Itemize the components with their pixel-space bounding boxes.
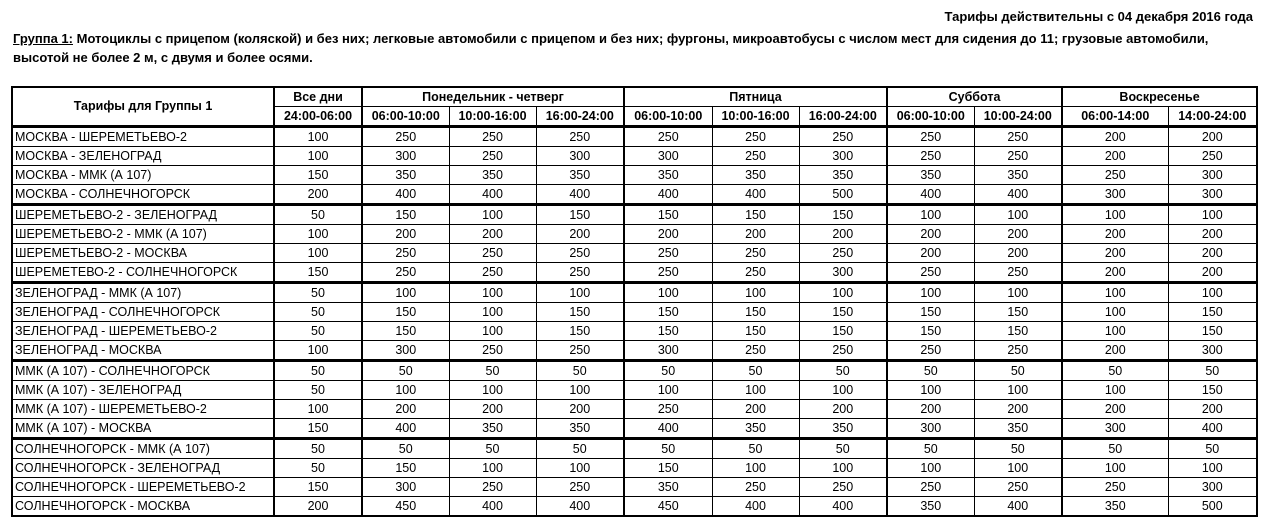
tariff-value: 150 xyxy=(799,322,887,341)
tariff-value: 150 xyxy=(274,166,362,185)
tariff-value: 400 xyxy=(362,185,449,205)
tariff-value: 100 xyxy=(887,283,974,303)
tariff-value: 50 xyxy=(1168,361,1257,381)
tariff-value: 100 xyxy=(362,283,449,303)
tariff-value: 200 xyxy=(1062,400,1168,419)
table-row xyxy=(12,497,1257,517)
tariff-value: 150 xyxy=(274,419,362,439)
tariff-value: 150 xyxy=(624,205,712,225)
tariff-value: 200 xyxy=(536,400,624,419)
time-slot-header: 06:00-14:00 xyxy=(1062,107,1168,127)
tariff-value: 250 xyxy=(887,127,974,147)
tariff-value: 100 xyxy=(887,205,974,225)
tariff-value: 100 xyxy=(1168,283,1257,303)
corner-label: Тарифы для Группы 1 xyxy=(12,87,274,127)
tariff-value: 400 xyxy=(799,497,887,517)
tariff-value: 100 xyxy=(974,459,1062,478)
tariff-value: 100 xyxy=(536,459,624,478)
tariff-value: 250 xyxy=(799,127,887,147)
tariff-value: 400 xyxy=(624,185,712,205)
tariff-value: 150 xyxy=(274,263,362,283)
table-row xyxy=(12,205,1257,225)
tariff-table xyxy=(11,86,1258,517)
tariff-value: 200 xyxy=(712,225,799,244)
tariff-value: 50 xyxy=(274,205,362,225)
tariff-value: 100 xyxy=(799,283,887,303)
tariff-value: 250 xyxy=(362,244,449,263)
tariff-value: 50 xyxy=(712,439,799,459)
table-row xyxy=(12,322,1257,341)
tariff-value: 100 xyxy=(536,381,624,400)
tariff-value: 50 xyxy=(362,439,449,459)
tariff-value: 150 xyxy=(1168,381,1257,400)
tariff-value: 150 xyxy=(974,322,1062,341)
route-name: ШЕРЕМЕТЬЕВО-2 - ММК (А 107) xyxy=(12,225,274,244)
route-name: ЗЕЛЕНОГРАД - СОЛНЕЧНОГОРСК xyxy=(12,303,274,322)
tariff-value: 350 xyxy=(624,166,712,185)
tariff-value: 400 xyxy=(974,497,1062,517)
tariff-value: 100 xyxy=(712,459,799,478)
tariff-value: 300 xyxy=(362,147,449,166)
tariff-value: 150 xyxy=(362,322,449,341)
tariff-value: 150 xyxy=(536,303,624,322)
time-slot-header: 14:00-24:00 xyxy=(1168,107,1257,127)
tariff-value: 200 xyxy=(536,225,624,244)
tariff-value: 50 xyxy=(887,361,974,381)
tariff-value: 100 xyxy=(274,244,362,263)
tariff-value: 300 xyxy=(624,341,712,361)
tariff-value: 50 xyxy=(449,439,536,459)
tariff-value: 200 xyxy=(449,400,536,419)
tariff-value: 250 xyxy=(712,127,799,147)
tariff-value: 200 xyxy=(887,400,974,419)
tariff-value: 50 xyxy=(536,361,624,381)
tariff-value: 50 xyxy=(274,322,362,341)
day-group-header: Воскресенье xyxy=(1062,87,1257,107)
group-description xyxy=(13,29,1255,67)
tariff-value: 100 xyxy=(1062,283,1168,303)
tariff-value: 250 xyxy=(1062,166,1168,185)
tariff-value: 100 xyxy=(274,341,362,361)
tariff-value: 250 xyxy=(624,263,712,283)
tariff-value: 50 xyxy=(624,361,712,381)
tariff-value: 250 xyxy=(449,478,536,497)
tariff-value: 50 xyxy=(274,283,362,303)
tariff-value: 350 xyxy=(1062,497,1168,517)
tariff-value: 100 xyxy=(449,303,536,322)
time-slot-header: 24:00-06:00 xyxy=(274,107,362,127)
tariff-value: 150 xyxy=(274,478,362,497)
tariff-value: 250 xyxy=(974,341,1062,361)
tariff-value: 200 xyxy=(624,225,712,244)
tariff-value: 100 xyxy=(1168,459,1257,478)
route-name: МОСКВА - ШЕРЕМЕТЬЕВО-2 xyxy=(12,127,274,147)
route-name: ШЕРЕМЕТЕВО-2 - СОЛНЕЧНОГОРСК xyxy=(12,263,274,283)
tariff-value: 400 xyxy=(449,185,536,205)
tariff-value: 100 xyxy=(449,459,536,478)
tariff-value: 200 xyxy=(449,225,536,244)
time-slot-header: 06:00-10:00 xyxy=(624,107,712,127)
tariff-value: 250 xyxy=(974,478,1062,497)
table-row xyxy=(12,127,1257,147)
tariff-value: 250 xyxy=(1168,147,1257,166)
tariff-value: 250 xyxy=(449,263,536,283)
table-row xyxy=(12,244,1257,263)
time-slot-header: 06:00-10:00 xyxy=(362,107,449,127)
tariff-value: 250 xyxy=(974,263,1062,283)
tariff-value: 200 xyxy=(1168,127,1257,147)
tariff-value: 300 xyxy=(1062,185,1168,205)
tariff-value: 250 xyxy=(712,244,799,263)
tariff-value: 100 xyxy=(624,381,712,400)
table-row xyxy=(12,283,1257,303)
tariff-value: 200 xyxy=(274,185,362,205)
tariff-value: 350 xyxy=(974,166,1062,185)
tariff-value: 250 xyxy=(712,263,799,283)
tariff-value: 200 xyxy=(712,400,799,419)
day-group-header: Все дни xyxy=(274,87,362,107)
tariff-value: 50 xyxy=(536,439,624,459)
tariff-value: 450 xyxy=(362,497,449,517)
tariff-value: 100 xyxy=(799,381,887,400)
tariff-value: 100 xyxy=(624,283,712,303)
tariff-value: 200 xyxy=(887,244,974,263)
route-name: ММК (А 107) - СОЛНЕЧНОГОРСК xyxy=(12,361,274,381)
tariff-value: 100 xyxy=(712,283,799,303)
table-row xyxy=(12,225,1257,244)
tariff-value: 200 xyxy=(1168,244,1257,263)
tariff-value: 50 xyxy=(362,361,449,381)
tariff-value: 100 xyxy=(974,283,1062,303)
tariff-value: 200 xyxy=(1062,263,1168,283)
tariff-value: 150 xyxy=(1168,303,1257,322)
tariff-value: 250 xyxy=(887,478,974,497)
tariff-value: 200 xyxy=(274,497,362,517)
tariff-value: 50 xyxy=(274,381,362,400)
tariff-value: 200 xyxy=(362,225,449,244)
route-name: МОСКВА - СОЛНЕЧНОГОРСК xyxy=(12,185,274,205)
tariff-value: 350 xyxy=(712,166,799,185)
tariff-value: 150 xyxy=(712,205,799,225)
tariff-value: 100 xyxy=(362,381,449,400)
tariff-value: 100 xyxy=(1062,205,1168,225)
tariff-value: 150 xyxy=(624,303,712,322)
tariff-value: 250 xyxy=(449,127,536,147)
tariff-value: 50 xyxy=(1062,439,1168,459)
tariff-value: 100 xyxy=(274,127,362,147)
tariff-value: 100 xyxy=(536,283,624,303)
tariff-value: 100 xyxy=(449,205,536,225)
tariff-value: 300 xyxy=(624,147,712,166)
tariff-value: 150 xyxy=(799,205,887,225)
route-name: ШЕРЕМЕТЬЕВО-2 - МОСКВА xyxy=(12,244,274,263)
tariff-value: 200 xyxy=(974,244,1062,263)
route-name: СОЛНЕЧНОГОРСК - ММК (А 107) xyxy=(12,439,274,459)
route-name: ЗЕЛЕНОГРАД - МОСКВА xyxy=(12,341,274,361)
table-row xyxy=(12,166,1257,185)
tariff-value: 100 xyxy=(1062,322,1168,341)
tariff-value: 250 xyxy=(624,400,712,419)
tariff-value: 300 xyxy=(536,147,624,166)
tariff-value: 300 xyxy=(1062,419,1168,439)
table-row xyxy=(12,341,1257,361)
tariff-value: 350 xyxy=(536,419,624,439)
route-name: ММК (А 107) - ЗЕЛЕНОГРАД xyxy=(12,381,274,400)
tariff-value: 150 xyxy=(624,322,712,341)
tariff-value: 150 xyxy=(712,303,799,322)
group-label: Группа 1: xyxy=(13,31,73,46)
table-row xyxy=(12,478,1257,497)
tariff-value: 150 xyxy=(799,303,887,322)
tariff-value: 250 xyxy=(974,147,1062,166)
tariff-value: 200 xyxy=(1168,225,1257,244)
tariff-value: 250 xyxy=(536,478,624,497)
table-row xyxy=(12,361,1257,381)
tariff-value: 350 xyxy=(712,419,799,439)
tariff-value: 250 xyxy=(799,478,887,497)
tariff-value: 100 xyxy=(1062,459,1168,478)
tariff-value: 350 xyxy=(449,166,536,185)
tariff-value: 150 xyxy=(1168,322,1257,341)
table-row xyxy=(12,400,1257,419)
tariff-value: 250 xyxy=(449,244,536,263)
tariff-value: 50 xyxy=(799,439,887,459)
route-name: СОЛНЕЧНОГОРСК - ШЕРЕМЕТЬЕВО-2 xyxy=(12,478,274,497)
tariff-value: 200 xyxy=(1062,225,1168,244)
tariff-value: 200 xyxy=(1168,400,1257,419)
tariff-value: 250 xyxy=(712,147,799,166)
time-slot-header: 16:00-24:00 xyxy=(799,107,887,127)
tariff-value: 100 xyxy=(449,381,536,400)
tariff-value: 250 xyxy=(887,147,974,166)
tariff-value: 400 xyxy=(887,185,974,205)
tariff-value: 200 xyxy=(362,400,449,419)
route-name: СОЛНЕЧНОГОРСК - ЗЕЛЕНОГРАД xyxy=(12,459,274,478)
tariff-value: 400 xyxy=(712,497,799,517)
tariff-value: 200 xyxy=(974,225,1062,244)
tariff-value: 300 xyxy=(887,419,974,439)
tariff-value: 100 xyxy=(1062,303,1168,322)
tariff-value: 150 xyxy=(362,205,449,225)
tariff-value: 100 xyxy=(449,322,536,341)
route-name: ММК (А 107) - ШЕРЕМЕТЬЕВО-2 xyxy=(12,400,274,419)
tariff-value: 350 xyxy=(536,166,624,185)
tariff-value: 350 xyxy=(799,419,887,439)
tariff-value: 100 xyxy=(274,400,362,419)
tariff-value: 450 xyxy=(624,497,712,517)
day-group-header: Суббота xyxy=(887,87,1062,107)
tariff-value: 200 xyxy=(1168,263,1257,283)
tariff-value: 250 xyxy=(362,127,449,147)
group-description-text: Мотоциклы с прицепом (коляской) и без них; легковые автомобили с прицепом и без них; фургоны, микроавтобусы с числом мест для сидения до 11; грузовые автомобили, высотой не более 2 м, с двумя и более осями. xyxy=(13,31,1209,65)
tariff-value: 100 xyxy=(274,147,362,166)
route-name: ШЕРЕМЕТЬЕВО-2 - ЗЕЛЕНОГРАД xyxy=(12,205,274,225)
table-row xyxy=(12,459,1257,478)
tariff-value: 150 xyxy=(536,205,624,225)
tariff-value: 50 xyxy=(799,361,887,381)
tariff-value: 100 xyxy=(974,381,1062,400)
tariff-value: 250 xyxy=(1062,478,1168,497)
tariff-value: 300 xyxy=(362,341,449,361)
tariff-value: 300 xyxy=(799,263,887,283)
time-slot-header: 10:00-16:00 xyxy=(712,107,799,127)
tariff-value: 150 xyxy=(712,322,799,341)
tariff-value: 350 xyxy=(799,166,887,185)
validity-date: Тарифы действительны с 04 декабря 2016 года xyxy=(944,9,1253,24)
tariff-value: 50 xyxy=(974,361,1062,381)
table-row xyxy=(12,439,1257,459)
tariff-value: 250 xyxy=(536,127,624,147)
tariff-value: 350 xyxy=(362,166,449,185)
tariff-value: 150 xyxy=(362,459,449,478)
tariff-value: 400 xyxy=(974,185,1062,205)
tariff-value: 350 xyxy=(887,166,974,185)
table-row xyxy=(12,147,1257,166)
route-name: ЗЕЛЕНОГРАД - ШЕРЕМЕТЬЕВО-2 xyxy=(12,322,274,341)
tariff-value: 350 xyxy=(449,419,536,439)
time-slot-header: 16:00-24:00 xyxy=(536,107,624,127)
route-name: МОСКВА - ЗЕЛЕНОГРАД xyxy=(12,147,274,166)
tariff-value: 50 xyxy=(974,439,1062,459)
tariff-value: 50 xyxy=(624,439,712,459)
tariff-value: 150 xyxy=(536,322,624,341)
tariff-value: 100 xyxy=(1168,205,1257,225)
tariff-value: 100 xyxy=(887,459,974,478)
tariff-value: 250 xyxy=(712,478,799,497)
tariff-value: 300 xyxy=(1168,166,1257,185)
table-row xyxy=(12,381,1257,400)
table-row xyxy=(12,185,1257,205)
tariff-value: 100 xyxy=(1062,381,1168,400)
tariff-value: 200 xyxy=(1062,147,1168,166)
tariff-value: 250 xyxy=(362,263,449,283)
tariff-value: 300 xyxy=(1168,341,1257,361)
tariff-value: 200 xyxy=(887,225,974,244)
time-slot-header: 10:00-24:00 xyxy=(974,107,1062,127)
tariff-value: 400 xyxy=(362,419,449,439)
tariff-value: 400 xyxy=(712,185,799,205)
tariff-value: 250 xyxy=(449,341,536,361)
tariff-value: 250 xyxy=(624,127,712,147)
time-slot-header: 10:00-16:00 xyxy=(449,107,536,127)
tariff-value: 250 xyxy=(536,244,624,263)
tariff-value: 150 xyxy=(887,322,974,341)
tariff-value: 350 xyxy=(887,497,974,517)
route-name: ЗЕЛЕНОГРАД - ММК (А 107) xyxy=(12,283,274,303)
tariff-value: 250 xyxy=(449,147,536,166)
tariff-value: 350 xyxy=(624,478,712,497)
tariff-value: 400 xyxy=(536,185,624,205)
tariff-value: 250 xyxy=(799,341,887,361)
tariff-value: 500 xyxy=(1168,497,1257,517)
tariff-value: 300 xyxy=(799,147,887,166)
time-slot-header: 06:00-10:00 xyxy=(887,107,974,127)
tariff-value: 350 xyxy=(974,419,1062,439)
tariff-value: 150 xyxy=(887,303,974,322)
tariff-value: 50 xyxy=(1168,439,1257,459)
tariff-value: 50 xyxy=(1062,361,1168,381)
tariff-value: 250 xyxy=(974,127,1062,147)
tariff-value: 250 xyxy=(536,341,624,361)
day-group-header: Пятница xyxy=(624,87,887,107)
tariff-value: 200 xyxy=(1062,341,1168,361)
tariff-value: 150 xyxy=(362,303,449,322)
tariff-value: 200 xyxy=(1062,244,1168,263)
tariff-value: 100 xyxy=(974,205,1062,225)
tariff-value: 100 xyxy=(274,225,362,244)
tariff-value: 100 xyxy=(887,381,974,400)
tariff-value: 250 xyxy=(712,341,799,361)
tariff-value: 250 xyxy=(536,263,624,283)
tariff-value: 300 xyxy=(1168,478,1257,497)
tariff-value: 100 xyxy=(712,381,799,400)
tariff-value: 400 xyxy=(624,419,712,439)
tariff-value: 300 xyxy=(1168,185,1257,205)
header-row-days xyxy=(12,87,1257,107)
tariff-value: 50 xyxy=(274,303,362,322)
tariff-value: 250 xyxy=(624,244,712,263)
tariff-value: 150 xyxy=(624,459,712,478)
tariff-value: 100 xyxy=(449,283,536,303)
tariff-value: 50 xyxy=(712,361,799,381)
tariff-value: 400 xyxy=(536,497,624,517)
tariff-value: 400 xyxy=(449,497,536,517)
tariff-value: 250 xyxy=(887,341,974,361)
tariff-value: 250 xyxy=(887,263,974,283)
tariff-value: 150 xyxy=(974,303,1062,322)
route-name: МОСКВА - ММК (А 107) xyxy=(12,166,274,185)
tariff-value: 50 xyxy=(274,459,362,478)
route-name: СОЛНЕЧНОГОРСК - МОСКВА xyxy=(12,497,274,517)
table-row xyxy=(12,303,1257,322)
tariff-value: 300 xyxy=(362,478,449,497)
route-name: ММК (А 107) - МОСКВА xyxy=(12,419,274,439)
tariff-value: 50 xyxy=(274,361,362,381)
tariff-value: 400 xyxy=(1168,419,1257,439)
tariff-value: 250 xyxy=(799,244,887,263)
day-group-header: Понедельник - четверг xyxy=(362,87,624,107)
tariff-value: 200 xyxy=(799,225,887,244)
tariff-value: 200 xyxy=(799,400,887,419)
tariff-value: 50 xyxy=(449,361,536,381)
table-row xyxy=(12,419,1257,439)
tariff-value: 50 xyxy=(274,439,362,459)
tariff-value: 500 xyxy=(799,185,887,205)
tariff-value: 200 xyxy=(1062,127,1168,147)
tariff-value: 200 xyxy=(974,400,1062,419)
table-row xyxy=(12,263,1257,283)
tariff-value: 50 xyxy=(887,439,974,459)
tariff-value: 100 xyxy=(799,459,887,478)
